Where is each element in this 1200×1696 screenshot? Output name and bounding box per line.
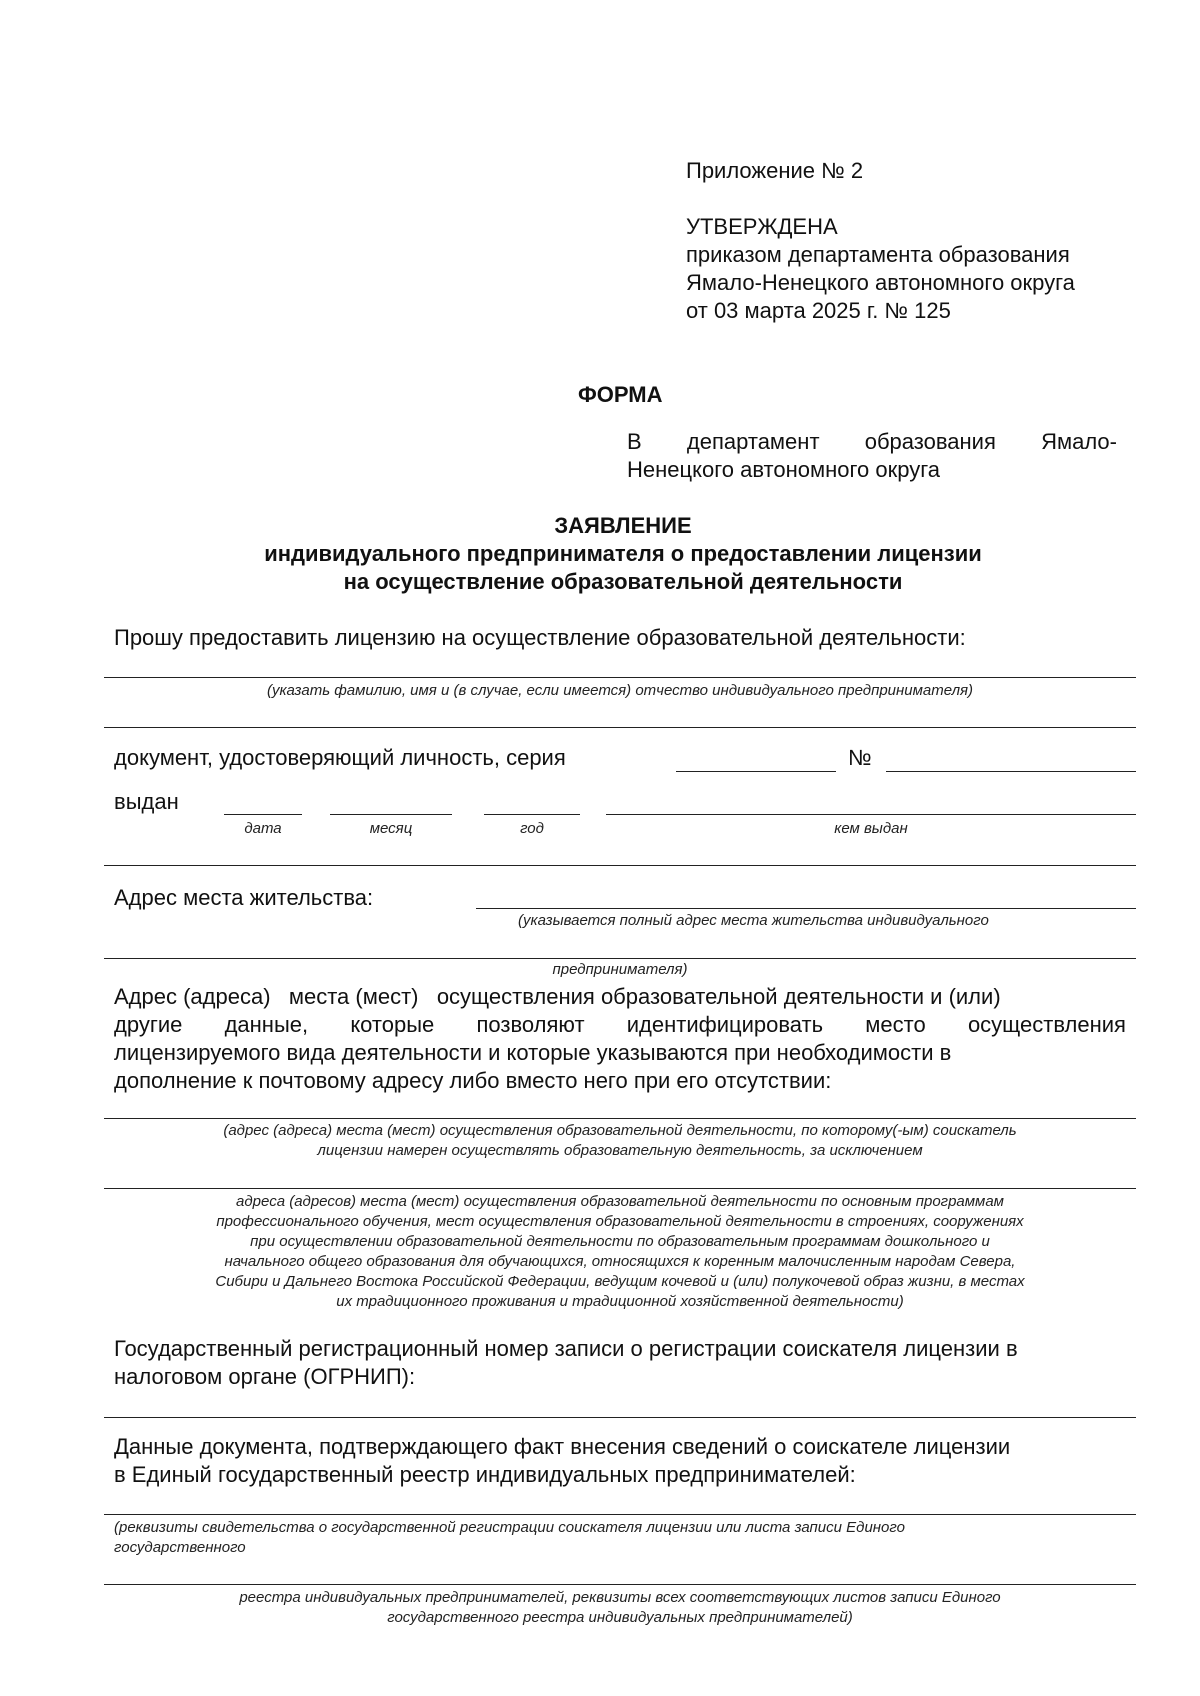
appendix-number: Приложение № 2 [686,158,864,183]
activity-address-word: данные, [224,1012,309,1037]
issued-year-hint: год [520,820,544,837]
order-line-1: приказом департамента образования [686,242,1070,267]
egrip-line-2: в Единый государственный реестр индивидуальных предпринимателей: [114,1462,856,1487]
issued-month-hint: месяц [369,820,413,837]
issued-month-field[interactable] [330,814,452,815]
activity-address-word: которые [350,1012,435,1037]
activity-hint-2-line-5: Сибири и Дальнего Востока Российской Федерации, ведущим кочевой и (или) полукочевой образ жизни, в местах [215,1273,1025,1290]
egrip-hint-2-line-2: государственного реестра индивидуальных предпринимателей) [387,1609,853,1626]
activity-address-line-1: Адрес (адреса) места (мест) осуществления образовательной деятельности и (или) [114,984,1001,1009]
activity-address-line-4: дополнение к почтовому адресу либо вместо него при его отсутствии: [114,1068,832,1093]
identity-label: документ, удостоверяющий личность, серия [114,745,566,770]
activity-hint-2-line-3: при осуществлении образовательной деятельности по образовательным программам дошкольного и [250,1233,990,1250]
egrip-line-1: Данные документа, подтверждающего факт внесения сведений о соискателе лицензии [114,1434,1011,1459]
identity-extra-line[interactable] [104,865,1136,866]
addressee-word: В [627,429,642,454]
order-line-3: от 03 марта 2025 г. № 125 [686,298,951,323]
issued-day-field[interactable] [224,814,302,815]
identity-series-field[interactable] [676,771,836,772]
addressee-line-1 [627,428,1117,456]
addressee-word: Ямало- [1041,429,1117,454]
egrip-hint-2-line-1: реестра индивидуальных предпринимателей, реквизиты всех соответствующих листов записи Единого [239,1589,1001,1606]
form-label: ФОРМА [578,382,663,407]
egrip-hint-1-line-2: государственного [114,1539,246,1556]
fio-hint: (указать фамилию, имя и (в случае, если имеется) отчество индивидуального предпринимателя) [266,682,974,699]
activity-address-word: другие [114,1012,183,1037]
residence-field[interactable] [476,908,1136,909]
activity-hint-2-line-6: их традиционного проживания и традиционной хозяйственной деятельности) [336,1293,904,1310]
issued-label: выдан [114,789,179,814]
activity-address-word: идентифицировать [626,1012,824,1037]
fio-field-line-2[interactable] [104,727,1136,728]
document-subtitle-2: на осуществление образовательной деятельности [343,569,903,594]
identity-number-field[interactable] [886,771,1136,772]
issued-by-field[interactable] [606,814,1136,815]
activity-hint-1-line-1: (адрес (адреса) места (мест) осуществления образовательной деятельности, по которому(-ым) соискатель [223,1122,1017,1139]
addressee-word: образования [864,429,996,454]
activity-hint-2-line-4: начального общего образования для обучающихся, относящихся к коренным малочисленным народам Севера, [224,1253,1016,1270]
activity-hint-2-line-2: профессионального обучения, мест осуществления образовательной деятельности в строениях, сооружениях [216,1213,1024,1230]
document-title: ЗАЯВЛЕНИЕ [554,513,692,538]
residence-label: Адрес места жительства: [114,885,374,910]
activity-address-field-2[interactable] [104,1188,1136,1189]
approved-label: УТВЕРЖДЕНА [686,214,838,239]
activity-address-word: позволяют [476,1012,585,1037]
issued-by-hint: кем выдан [834,820,908,837]
residence-hint-1: (указывается полный адрес места жительства индивидуального [518,912,989,929]
fio-field-line[interactable] [104,677,1136,678]
issued-year-field[interactable] [484,814,580,815]
addressee-word: департамент [686,429,820,454]
residence-field-line-2[interactable] [104,958,1136,959]
activity-address-word: место [865,1012,926,1037]
addressee-line-2: Ненецкого автономного округа [627,457,941,482]
number-sign: № [848,745,872,770]
activity-address-line-3: лицензируемого вида деятельности и которые указываются при необходимости в [114,1040,952,1065]
residence-hint-2: предпринимателя) [552,961,688,978]
activity-address-line-2 [114,1011,1126,1039]
ogrnip-line-2: налоговом органе (ОГРНИП): [114,1364,416,1389]
document-subtitle-1: индивидуального предпринимателя о предоставлении лицензии [264,541,982,566]
activity-hint-1-line-2: лицензии намерен осуществлять образовательную деятельность, за исключением [317,1142,923,1159]
order-line-2: Ямало-Ненецкого автономного округа [686,270,1075,295]
ogrnip-field[interactable] [104,1417,1136,1418]
request-text: Прошу предоставить лицензию на осуществление образовательной деятельности: [114,625,966,650]
activity-hint-2-line-1: адреса (адресов) места (мест) осуществления образовательной деятельности по основным программам [236,1193,1004,1210]
ogrnip-line-1: Государственный регистрационный номер записи о регистрации соискателя лицензии в [114,1336,1018,1361]
egrip-field-2[interactable] [104,1584,1136,1585]
egrip-hint-1-line-1: (реквизиты свидетельства о государственной регистрации соискателя лицензии или листа записи Единого [114,1519,905,1536]
activity-address-word: осуществления [967,1012,1126,1037]
activity-address-field[interactable] [104,1118,1136,1119]
issued-day-hint: дата [244,820,282,837]
egrip-field[interactable] [104,1514,1136,1515]
